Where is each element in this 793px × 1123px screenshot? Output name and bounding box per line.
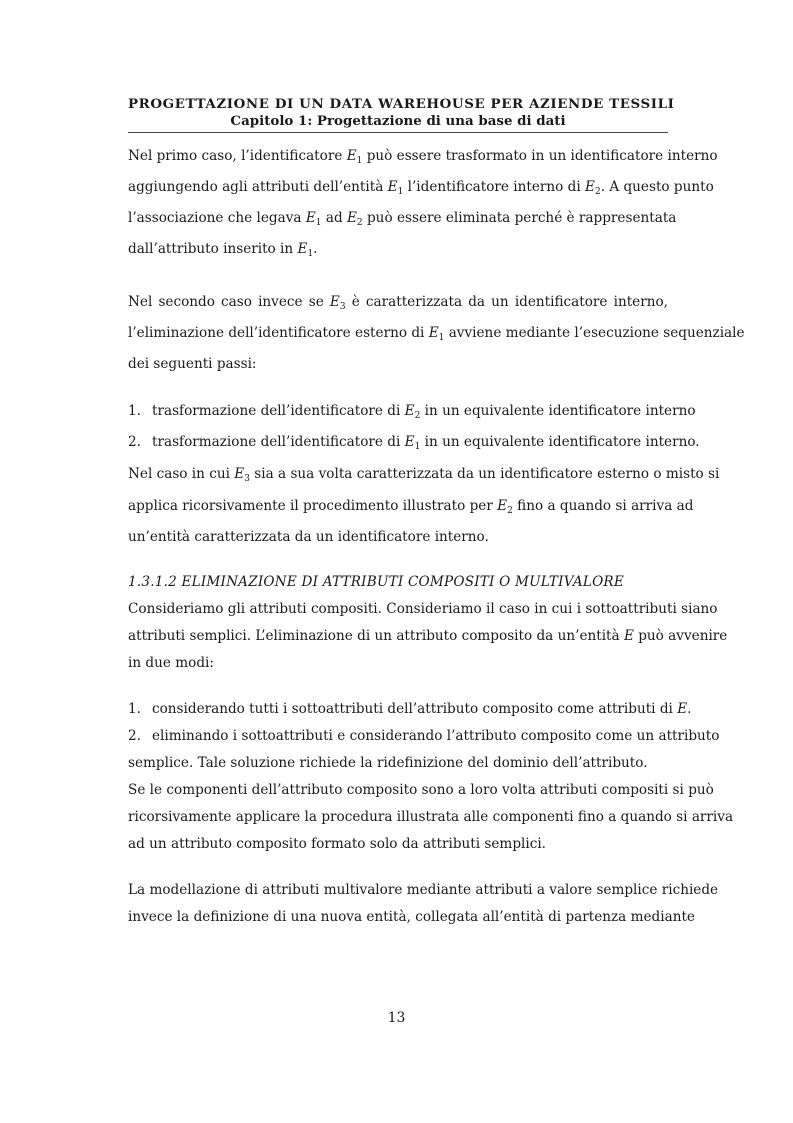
paragraph-line: in due modi: xyxy=(128,655,214,671)
list-item xyxy=(128,700,692,718)
text-span: in un equivalente identificatore interno xyxy=(424,403,696,419)
header-rule xyxy=(128,132,668,133)
list-item xyxy=(128,433,700,456)
paragraph-line: Se le componenti dell’attributo composito sono a loro volta attributi compositi si può xyxy=(128,782,714,798)
text-span: considerando tutti i sottoattributi dell’attributo composito come attributi di xyxy=(152,701,673,717)
text-span: Nel primo caso, l’identificatore xyxy=(128,148,343,164)
paragraph-line xyxy=(128,293,668,316)
paragraph-line: un’entità caratterizzata da un identificatore interno. xyxy=(128,529,489,545)
math-e1: $E_1$ xyxy=(297,241,314,259)
paragraph-line: ricorsivamente applicare la procedura illustrata alle componenti fino a quando si arriva xyxy=(128,809,734,825)
math-e1: $E_1$ xyxy=(428,325,445,343)
text-span: può avvenire xyxy=(638,628,728,644)
math-e: E xyxy=(677,701,688,717)
section-heading: 1.3.1.2 ELIMINAZIONE DI ATTRIBUTI COMPOSITI O MULTIVALORE xyxy=(128,574,624,590)
text-span: applica ricorsivamente il procedimento illustrato per xyxy=(128,498,493,514)
text-span: . A questo punto xyxy=(600,179,714,195)
text-span: aggiungendo agli attributi dell’entità xyxy=(128,179,384,195)
paragraph-line: dei seguenti passi: xyxy=(128,356,257,372)
math-e1: $E_1$ xyxy=(346,148,363,166)
math-e2: $E_2$ xyxy=(346,210,363,228)
paragraph-line: La modellazione di attributi multivalore mediante attributi a valore semplice richiede xyxy=(128,882,719,898)
text-span: avviene mediante l’esecuzione sequenziale xyxy=(448,325,745,341)
list-number: 2. xyxy=(128,728,141,744)
text-span: fino a quando si arriva ad xyxy=(517,498,694,514)
list-number: 1. xyxy=(128,403,141,419)
math-e1: $E_1$ xyxy=(404,434,421,452)
paragraph-line xyxy=(128,240,668,263)
paragraph-line: Consideriamo gli attributi compositi. Consideriamo il caso in cui i sottoattributi siano xyxy=(128,601,718,617)
paragraph-line xyxy=(128,209,677,232)
math-e1: $E_1$ xyxy=(387,179,404,197)
paragraph-line: ad un attributo composito formato solo da attributi semplici. xyxy=(128,836,546,852)
text-span: è caratterizzata da un identificatore interno, xyxy=(351,294,668,310)
text-span: Nel secondo caso invece se xyxy=(128,294,324,310)
text-span: ad xyxy=(325,210,343,226)
math-e2: $E_2$ xyxy=(585,179,601,197)
paragraph-line xyxy=(128,497,694,520)
list-number: 1. xyxy=(128,701,141,717)
text-span: l’identificatore interno di xyxy=(407,179,581,195)
text-span: trasformazione dell’identificatore di xyxy=(152,403,401,419)
math-e2: $E_2$ xyxy=(497,498,513,516)
text-span: eliminando i sottoattributi e considerando l’attributo composito come un attributo xyxy=(152,728,720,744)
header-title: PROGETTAZIONE DI UN DATA WAREHOUSE PER AZIENDE TESSILI xyxy=(128,96,675,112)
text-span: Nel caso in cui xyxy=(128,466,230,482)
paragraph-line: invece la definizione di una nuova entità, collegata all’entità di partenza mediante xyxy=(128,909,695,925)
text-span: sia a sua volta caratterizzata da un identificatore esterno o misto si xyxy=(254,466,720,482)
paragraph-line xyxy=(128,465,720,488)
page-number: 13 xyxy=(387,1010,406,1026)
paragraph-line xyxy=(128,324,745,347)
text-span: . xyxy=(687,701,692,717)
text-span: può essere eliminata perché è rappresentata xyxy=(366,210,677,226)
paragraph-line xyxy=(128,627,728,645)
list-item-continuation: semplice. Tale soluzione richiede la ridefinizione del dominio dell’attributo. xyxy=(128,755,648,771)
math-e3: $E_3$ xyxy=(329,294,346,312)
text-span: dall’attributo inserito in xyxy=(128,241,294,257)
list-item xyxy=(128,402,696,425)
paragraph-line xyxy=(128,147,718,170)
math-e: E xyxy=(623,628,634,644)
text-span: l’associazione che legava xyxy=(128,210,302,226)
list-item xyxy=(128,727,720,745)
text-span: trasformazione dell’identificatore di xyxy=(152,434,401,450)
text-span: l’eliminazione dell’identificatore esterno di xyxy=(128,325,425,341)
text-span: attributi semplici. L’eliminazione di un attributo composito da un’entità xyxy=(128,628,620,644)
text-span: . xyxy=(313,241,318,257)
math-e3: $E_3$ xyxy=(234,466,250,484)
text-span: in un equivalente identificatore interno. xyxy=(424,434,700,450)
running-header xyxy=(128,96,675,130)
text-span: può essere trasformato in un identificatore interno xyxy=(366,148,718,164)
math-e1: $E_1$ xyxy=(305,210,322,228)
header-chapter: Capitolo 1: Progettazione di una base di dati xyxy=(230,113,566,129)
math-e2: $E_2$ xyxy=(404,403,421,421)
paragraph-line xyxy=(128,178,714,201)
list-number: 2. xyxy=(128,434,141,450)
